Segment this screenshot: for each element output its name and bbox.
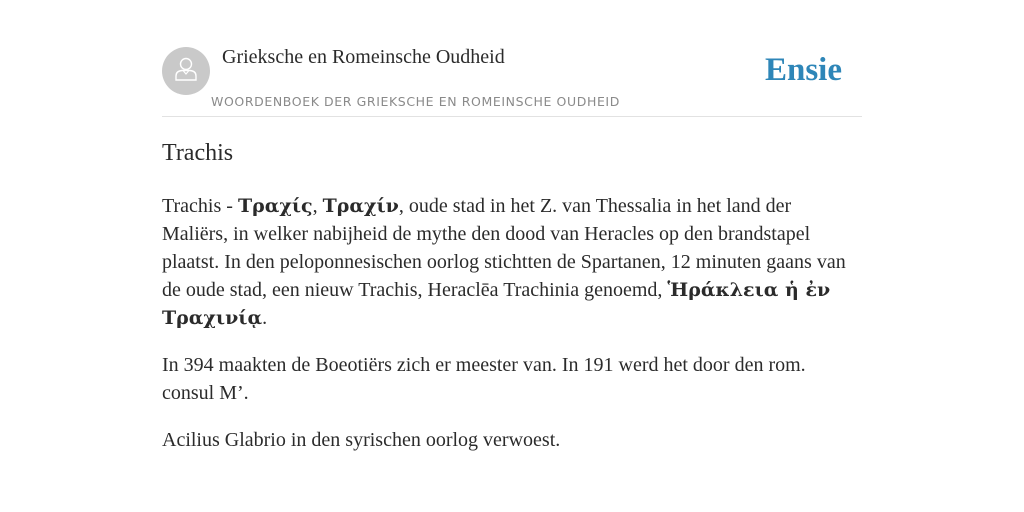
page-container [162,0,862,451]
dictionary-subtitle: WOORDENBOEK DER GRIEKSCHE EN ROMEINSCHE OUDHEID [211,94,620,109]
separator: , [312,195,323,217]
header [162,0,862,117]
entry-title: Trachis [162,140,234,166]
entry-paragraph-3: Acilius Glabrio in den syrischen oorlog verwoest. [162,429,561,451]
user-icon [171,54,201,89]
entry-body [162,192,862,473]
brand-logo-link[interactable]: Ensie [764,52,842,88]
entry-paragraph-2: In 394 maakten de Boeotiërs zich er meester van. In 191 werd het door den rom. consul M’. [162,354,806,404]
entry-text: , oude stad in het Z. van Thessalia in het land der Maliërs, in welker nabijheid de mythe den dood van Heracles op den brandstapel plaatst. In den peloponnesischen oorlog stichtten de Spartanen, 12 minuten gaans van de oude stad, een nieuw Trachis, Heraclēa Trachinia genoemd, [162,195,846,301]
greek-term: Τραχίν [322,195,399,217]
dictionary-title[interactable]: Grieksche en Romeinsche Oudheid [222,46,505,68]
entry-lead: Trachis - [162,195,238,217]
avatar[interactable] [162,47,210,95]
greek-term: Ἡράκλεια ἡ ἐν Τραχινίᾳ [162,279,831,329]
greek-term: Τραχίς [237,195,313,217]
entry-end: . [262,307,268,329]
entry-paragraph-1 [162,192,862,332]
